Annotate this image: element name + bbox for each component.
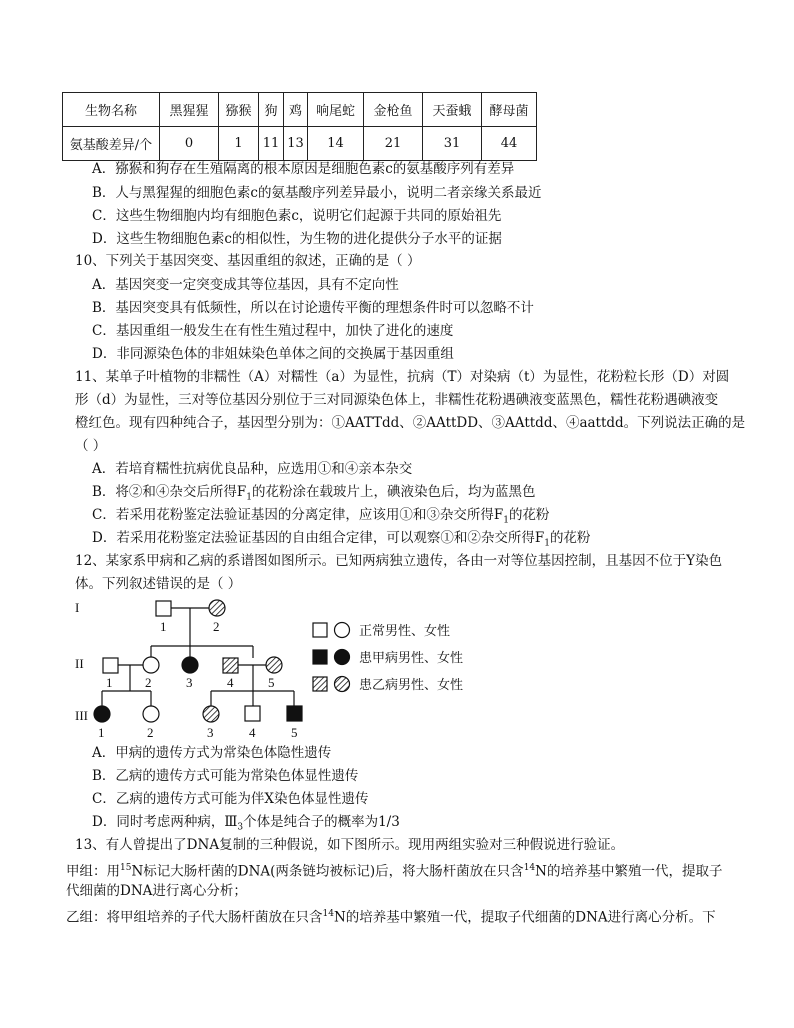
table-header-cell: 鸡 [284, 93, 308, 127]
q13-group-jia-line2: 代细菌的DNA进行离心分析； [66, 883, 247, 899]
q12-option-c: C．乙病的遗传方式可能为伴X染色体显性遗传 [92, 791, 369, 807]
table-header-cell: 金枪鱼 [364, 93, 423, 127]
table-header-cell: 响尾蛇 [308, 93, 364, 127]
q11-option-c: C．若采用花粉鉴定法验证基因的分离定律，应该用①和③杂交所得$F_1$的花粉 [92, 507, 550, 526]
legend-disease-b-female-icon [335, 677, 350, 692]
table-header-cell: 黑猩猩 [160, 93, 219, 127]
q13-group-yi-line1: 乙组：将甲组培养的子代大肠杆菌放在只含$^{14}$N的培养基中繁殖一代，提取子代细菌的DNA进行离心分析。下 [66, 909, 716, 926]
q12-option-b: B．乙病的遗传方式可能为常染色体显性遗传 [92, 768, 359, 784]
table-header-row [63, 93, 537, 127]
q9-option-b: B．人与黑猩猩的细胞色素c的氨基酸序列差异最小，说明二者亲缘关系最近 [92, 185, 542, 201]
q11-stem-line2: 形（d）为显性，三对等位基因分别位于三对同源染色体上，非糯性花粉遇碘液变蓝黑色，糯性花粉遇碘液变 [75, 392, 719, 408]
legend-disease-a-male-icon [313, 650, 327, 664]
g3-1-disease-a-female [94, 706, 110, 722]
generation-label-1: I [75, 600, 80, 615]
legend-disease-b-male-icon [313, 677, 327, 691]
legend-normal-female-icon [335, 623, 350, 638]
generation-label-3: III [75, 708, 88, 723]
table-cell: 21 [364, 127, 423, 161]
g2-2-normal-female [143, 657, 159, 673]
legend-disease-a: 患甲病男性、女性 [359, 650, 464, 665]
legend-normal: 正常男性、女性 [359, 623, 451, 638]
table-cell: 14 [308, 127, 364, 161]
table-header-cell: 生物名称 [63, 93, 160, 127]
q10-option-b: B．基因突变具有低频性，所以在讨论遗传平衡的理想条件时可以忽略不计 [92, 300, 534, 316]
q13-stem: 13、有人曾提出了DNA复制的三种假说，如下图所示。现用两组实验对三种假说进行验证。 [75, 837, 625, 853]
g2-label: 3 [186, 675, 193, 690]
g3-2-normal-female [143, 706, 159, 722]
g2-label: 2 [145, 675, 152, 690]
table-row-label: 氨基酸差异/个 [63, 127, 160, 161]
g3-label: 3 [207, 725, 214, 740]
q11-option-b: B．将②和④杂交后所得$F_1$的花粉涂在载玻片上，碘液染色后，均为蓝黑色 [92, 484, 536, 503]
g2-label: 1 [106, 675, 113, 690]
table-cell: 1 [219, 127, 259, 161]
pedigree-legend [313, 623, 463, 693]
q10-option-d: D．非同源染色体的非姐妹染色单体之间的交换属于基因重组 [92, 346, 454, 362]
legend-normal-male-icon [313, 623, 327, 637]
q11-stem-line3: 橙红色。现有四种纯合子，基因型分别为：①AATTdd、②AAttDD、③AAttdd、④aattdd。下列说法正确的是 [75, 415, 746, 431]
table-cell: 0 [160, 127, 219, 161]
g2-5-disease-b-female [266, 657, 282, 673]
table-cell: 11 [259, 127, 284, 161]
cytochrome-c-table [62, 92, 537, 161]
g2-3-disease-a-female [182, 657, 198, 673]
q9-option-c: C．这些生物细胞内均有细胞色素c，说明它们起源于共同的原始祖先 [92, 208, 502, 224]
table-row [63, 127, 537, 161]
q12-stem-line2: 体。下列叙述错误的是（ ） [75, 576, 242, 592]
q13-group-jia-line1: 甲组：用$^{15}$N标记大肠杆菌的DNA(两条链均被标记)后，将大肠杆菌放在只含$^{14}$N的培养基中繁殖一代，提取子 [66, 863, 723, 880]
g2-label: 4 [227, 675, 234, 690]
table-cell: 13 [284, 127, 308, 161]
g1-label: 1 [160, 619, 167, 634]
generation-label-2: II [75, 656, 84, 671]
q11-stem-line4: （ ） [75, 438, 107, 454]
q11-option-a: A．若培育糯性抗病优良品种，应选用①和④亲本杂交 [92, 461, 413, 477]
table-header-cell: 天蚕蛾 [423, 93, 482, 127]
pedigree-chart [65, 596, 505, 744]
g1-2-disease-b-female [209, 600, 225, 616]
g2-label: 5 [268, 675, 275, 690]
q9-option-d: D．这些生物细胞色素c的相似性，为生物的进化提供分子水平的证据 [92, 231, 502, 247]
table-header-cell: 酵母菌 [482, 93, 537, 127]
g3-5-disease-a-male [287, 706, 302, 721]
q12-option-a: A．甲病的遗传方式为常染色体隐性遗传 [92, 745, 332, 761]
g3-label: 4 [249, 725, 256, 740]
table-cell: 44 [482, 127, 537, 161]
g2-1-normal-male [103, 658, 118, 673]
g1-1-normal-male [156, 601, 171, 616]
table-cell: 31 [423, 127, 482, 161]
g3-4-normal-male [245, 706, 260, 721]
legend-disease-b: 患乙病男性、女性 [359, 677, 464, 692]
q10-stem: 10、下列关于基因突变、基因重组的叙述，正确的是（ ） [75, 253, 421, 269]
q9-option-a: A．猕猴和狗存在生殖隔离的根本原因是细胞色素c的氨基酸序列有差异 [92, 161, 515, 177]
table-header-cell: 狗 [259, 93, 284, 127]
q12-stem-line1: 12、某家系甲病和乙病的系谱图如图所示。已知两病独立遗传，各由一对等位基因控制，且基因不位于Y染色 [75, 553, 723, 569]
q10-option-a: A．基因突变一定突变成其等位基因，具有不定向性 [92, 277, 399, 293]
table-header-cell: 猕猴 [219, 93, 259, 127]
g3-label: 2 [147, 725, 154, 740]
q12-option-d: D．同时考虑两种病，$Ⅲ_3$个体是纯合子的概率为1/3 [92, 814, 400, 833]
q10-option-c: C．基因重组一般发生在有性生殖过程中，加快了进化的速度 [92, 323, 454, 339]
g2-4-disease-b-male [223, 658, 238, 673]
pedigree-lines [102, 608, 294, 706]
g3-label: 1 [98, 725, 105, 740]
q11-option-d: D．若采用花粉鉴定法验证基因的自由组合定律，可以观察①和②杂交所得$F_1$的花粉 [92, 530, 591, 549]
g3-3-disease-b-female [203, 706, 219, 722]
legend-disease-a-female-icon [335, 650, 350, 665]
g3-label: 5 [291, 725, 298, 740]
q11-stem-line1: 11、某单子叶植物的非糯性（A）对糯性（a）为显性，抗病（T）对染病（t）为显性，花粉粒长形（D）对圆 [75, 369, 730, 385]
g1-label: 2 [213, 619, 220, 634]
